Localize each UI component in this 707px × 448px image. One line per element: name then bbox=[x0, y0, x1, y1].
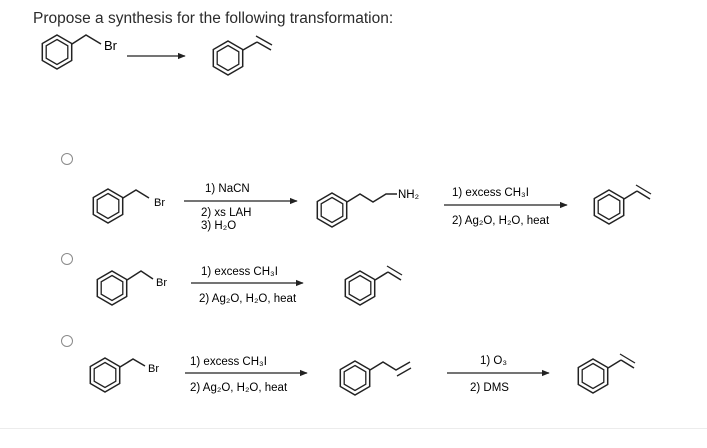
allylbenzene-structure bbox=[340, 361, 411, 395]
reagent-label: 1) excess CH₃I bbox=[201, 266, 278, 278]
benzyl-bromide-structure bbox=[90, 358, 145, 392]
question-scheme bbox=[42, 35, 272, 75]
bromo-label: Br bbox=[104, 38, 117, 53]
reagent-label: 2) DMS bbox=[470, 382, 509, 394]
divider bbox=[0, 428, 707, 429]
reagent-label: 1) NaCN bbox=[205, 183, 250, 195]
option-b-scheme bbox=[97, 266, 402, 305]
reagent-label: 2) Ag₂O, H₂O, heat bbox=[199, 293, 297, 305]
reagent-label: 2) Ag₂O, H₂O, heat bbox=[190, 382, 288, 394]
benzyl-bromide-structure bbox=[97, 271, 153, 305]
option-a-scheme bbox=[93, 183, 651, 232]
phenethylamine-structure bbox=[317, 193, 397, 227]
option-c-scheme bbox=[90, 354, 635, 395]
styrene-structure bbox=[345, 266, 402, 305]
styrene-structure bbox=[578, 354, 635, 393]
styrene-structure bbox=[594, 185, 651, 224]
reagent-label: 3) H₂O bbox=[201, 220, 237, 232]
benzyl-bromide-structure bbox=[42, 35, 101, 69]
reagent-label: 1) excess CH₃I bbox=[452, 187, 529, 199]
styrene-structure bbox=[213, 36, 272, 75]
bromo-label: Br bbox=[156, 277, 167, 289]
bromo-label: Br bbox=[148, 363, 159, 375]
benzyl-bromide-structure bbox=[93, 189, 149, 223]
question-text: Propose a synthesis for the following transformation: bbox=[33, 10, 394, 27]
amine-label: NH₂ bbox=[398, 189, 420, 201]
reagent-label: 1) excess CH₃I bbox=[190, 356, 267, 368]
reagent-label: 2) Ag₂O, H₂O, heat bbox=[452, 215, 550, 227]
reagent-label: 2) xs LAH bbox=[201, 207, 252, 219]
bromo-label: Br bbox=[154, 197, 165, 209]
reagent-label: 1) O₃ bbox=[480, 355, 508, 367]
